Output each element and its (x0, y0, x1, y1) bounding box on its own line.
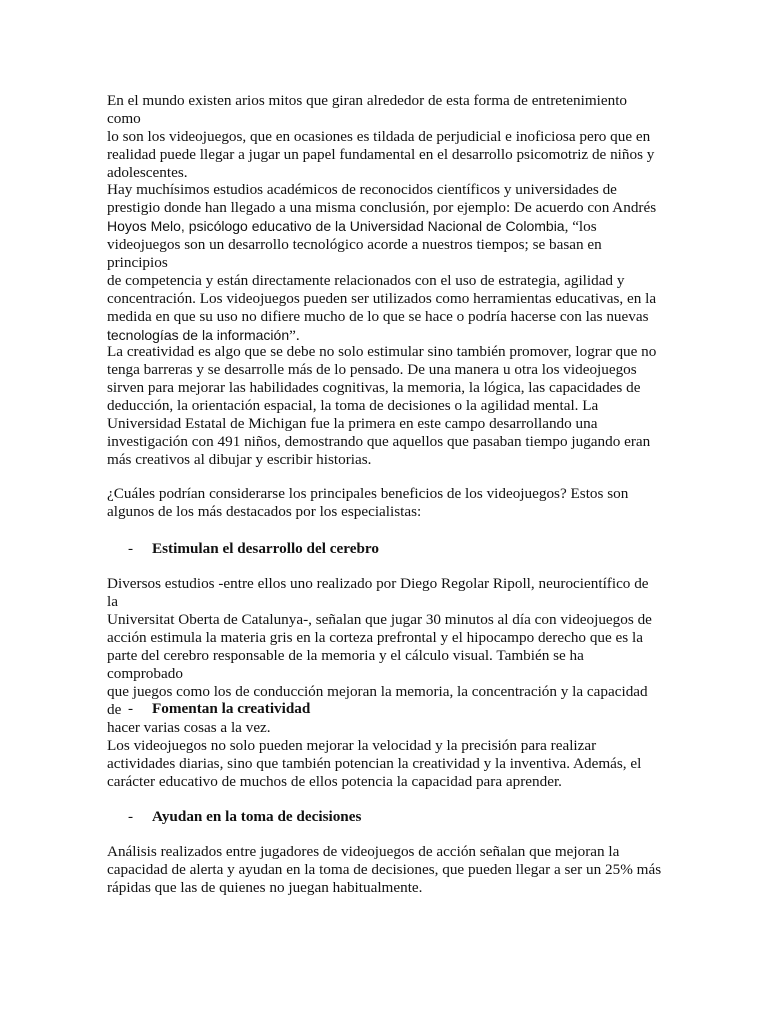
paragraph-decisions: Análisis realizados entre jugadores de videojuegos de acción señalan que mejoran la capacidad de alerta y ayudan en la toma de decisiones, que pueden llegar a ser un 25% más rápidas que las de quienes no juegan habitualmente. (107, 843, 662, 896)
bullet-title-decisions: Ayudan en la toma de decisiones (152, 808, 362, 825)
bullet-title-creativity: Fomentan la creatividad (152, 700, 311, 717)
paragraph-studies-highlight-2: tecnologías de la información (107, 327, 290, 343)
bullet-dash: - (128, 540, 134, 557)
paragraph-creativity-benefit: Los videojuegos no solo pueden mejorar la velocidad y la precisión para realizar actividades diarias, sino que también potencian la creatividad y la inventiva. Además, el carácter educativo de muchos de ellos potencia la capacidad para aprender. (107, 737, 642, 790)
paragraph-studies-part-1: Hay muchísimos estudios académicos de reconocidos científicos y universidades de prestigio donde han llegado a una misma conclusión, por ejemplo: De acuerdo con Andrés (107, 181, 657, 216)
paragraph-studies (107, 181, 663, 345)
bullet-dash: - (128, 808, 134, 825)
bullet-item-brain (128, 540, 668, 558)
paragraph-creativity: La creatividad es algo que se debe no solo estimular sino también promover, lograr que no tenga barreras y se desarrolle más de lo pensado. De una manera u otra los videojuegos sirven para mejorar las habilidades cognitivas, la memoria, la lógica, las capacidades de deducción, la orientación espacial, la toma de decisiones o la agilidad mental. La Universidad Estatal de Michigan fue la primera en este campo desarrollando una investigación con 491 niños, demostrando que aquellos que pasaban tiempo jugando eran más creativos al dibujar y escribir historias. (107, 343, 657, 468)
bullet-title-brain: Estimulan el desarrollo del cerebro (152, 540, 379, 557)
bullet-dash: - (128, 700, 134, 717)
paragraph-studies-part-2: , “los videojuegos son un desarrollo tecnológico acorde a nuestros tiempos; se basan en principios de competencia y están directamente relacionados con el uso de estrategia, agilidad y concentración. Los videojuegos pueden ser utilizados como herramientas educativas, en la medida en que su uso no difiere mucho de lo que se hace o podría hacerse con las nuevas (107, 218, 657, 325)
paragraph-brain: Diversos estudios -entre ellos uno realizado por Diego Regolar Ripoll, neurocientífico de la Universitat Oberta de Catalunya-, señalan que jugar 30 minutos al día con videojuegos de acción estimula la materia gris en la corteza prefrontal y el hipocampo derecho que es la parte del cerebro responsable de la memoria y el cálculo visual. También se ha comprobado que juegos como los de conducción mejoran la memoria, la concentración y la capacidad de hacer varias cosas a la vez. (107, 575, 652, 736)
paragraph-benefits-question: ¿Cuáles podrían considerarse los principales beneficios de los videojuegos? Estos son algunos de los más destacados por los especialistas: (107, 485, 629, 520)
paragraph-intro: En el mundo existen arios mitos que giran alrededor de esta forma de entretenimiento como lo son los videojuegos, que en ocasiones es tildada de perjudicial e inoficiosa pero que en realidad puede llegar a jugar un papel fundamental en el desarrollo psicomotriz de niños y adolescentes. (107, 92, 655, 181)
bullet-item-creativity (128, 700, 668, 718)
paragraph-studies-highlight-1: Hoyos Melo, psicólogo educativo de la Universidad Nacional de Colombia (107, 218, 565, 234)
bullet-item-decisions (128, 808, 668, 826)
paragraph-studies-part-3: ”. (289, 327, 300, 344)
